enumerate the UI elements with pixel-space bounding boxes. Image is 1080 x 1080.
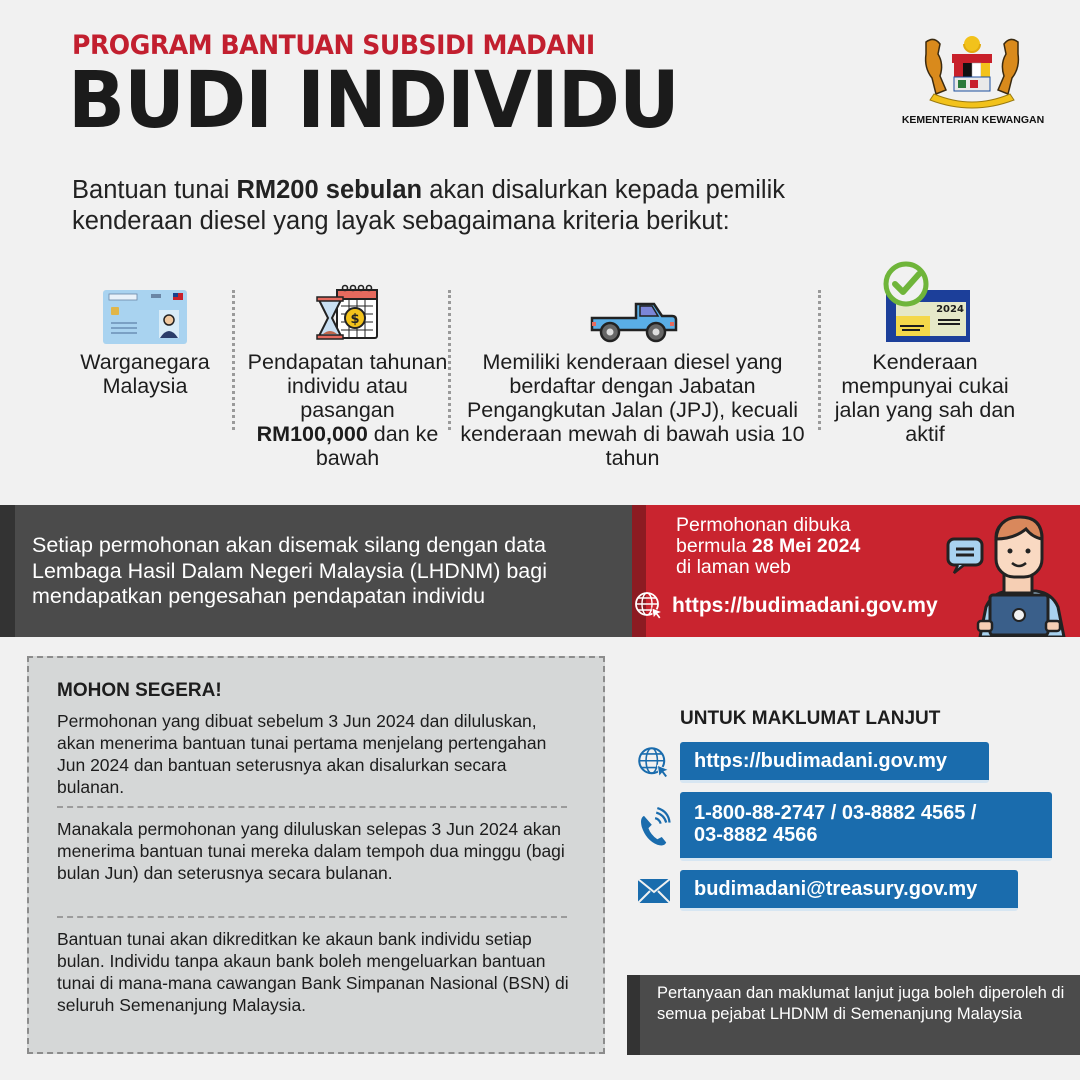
lhdnm-note-panel <box>627 975 1080 1055</box>
apply-now-paragraph: Bantuan tunai akan dikreditkan ke akaun bank individu setiap bulan. Individu tanpa akaun bank boleh mengeluarkan bantuan tunai di mana-mana cawangan Bank Simpanan Nasional (BSN) di seluruh Semenanjung Malaysia. <box>57 929 569 1015</box>
coat-of-arms-icon <box>912 32 1032 112</box>
apply-now-paragraph: Permohonan yang dibuat sebelum 3 Jun 2024 dan diluluskan, akan menerima bantuan tunai pertama menjelang pertengahan Jun 2024 dan bantuan seterusnya akan disalurkan secara bulanan. <box>57 711 547 797</box>
criteria-income: $ Pendapatan tahunan individu atau pasangan RM100,000 dan ke bawah <box>245 252 450 470</box>
contact-title: UNTUK MAKLUMAT LANJUT <box>680 708 941 729</box>
contact-email-link[interactable]: budimadani@treasury.gov.my <box>680 870 1018 911</box>
phone-icon <box>637 807 671 847</box>
contact-phone-numbers[interactable]: 1-800-88-2747 / 03-8882 4565 / 03-8882 4566 <box>680 792 1052 861</box>
criteria-road-tax: 2024 Kenderaan mempunyai cukai jalan yang sah dan aktif <box>830 252 1020 446</box>
intro-amount: RM200 sebulan <box>236 176 423 204</box>
contact-website-row <box>636 742 989 783</box>
ministry-label: KEMENTERIAN KEWANGAN <box>901 114 1045 126</box>
contact-phone-row <box>636 792 1052 861</box>
globe-cursor-icon <box>637 746 671 780</box>
page-title: BUDI INDIVIDU <box>68 56 679 146</box>
envelope-icon <box>637 878 671 904</box>
verification-text: Setiap permohonan akan disemak silang dengan data Lembaga Hasil Dalam Negeri Malaysia (LHDNM) bagi mendapatkan pengesahan pendapatan individu <box>32 533 547 608</box>
criteria-divider <box>818 290 821 430</box>
application-panel <box>632 505 1080 637</box>
globe-cursor-icon <box>634 591 664 621</box>
svg-text:2024: 2024 <box>936 304 964 315</box>
application-url-link[interactable]: https://budimadani.gov.my <box>634 591 938 621</box>
criteria-list <box>60 252 1040 472</box>
program-title: PROGRAM BANTUAN SUBSIDI MADANI <box>72 30 595 61</box>
intro-text: Bantuan tunai RM200 sebulan akan disalurkan kepada pemilik kenderaan diesel yang layak sebagaimana kriteria berikut: <box>72 176 786 235</box>
person-laptop-icon <box>944 509 1080 637</box>
identity-card-icon <box>103 290 187 344</box>
application-open-text: Permohonan dibuka bermula 28 Mei 2024 di laman web <box>676 514 861 578</box>
criteria-citizen: Warganegara Malaysia <box>60 252 230 398</box>
contact-website-link[interactable]: https://budimadani.gov.my <box>680 742 989 783</box>
apply-now-title: MOHON SEGERA! <box>57 680 222 701</box>
verification-panel <box>0 505 632 637</box>
application-open-date: 28 Mei 2024 <box>751 535 861 557</box>
pickup-truck-icon <box>588 298 678 344</box>
svg-text:$: $ <box>349 312 360 327</box>
criteria-vehicle: Memiliki kenderaan diesel yang berdaftar dengan Jabatan Pengangkutan Jalan (JPJ), kecuali kenderaan mewah di bawah usia 10 tahun <box>460 252 805 470</box>
lhdnm-note-text: Pertanyaan dan maklumat lanjut juga boleh diperoleh di semua pejabat LHDNM di Semenanjung Malaysia <box>657 984 1065 1023</box>
section-divider <box>57 806 567 808</box>
road-tax-check-icon <box>880 260 970 344</box>
income-calendar-icon <box>315 284 381 344</box>
criteria-divider <box>232 290 235 430</box>
contact-email-row <box>636 870 1018 911</box>
section-divider <box>57 916 567 918</box>
income-threshold: RM100,000 <box>256 422 368 446</box>
apply-now-paragraph: Manakala permohonan yang diluluskan selepas 3 Jun 2024 akan menerima bantuan tunai mereka dalam tempoh dua minggu (bagi bulan Jun) dan seterusnya secara bulanan. <box>57 819 565 883</box>
criteria-divider <box>448 290 451 430</box>
info-band <box>0 505 1080 637</box>
apply-now-panel <box>27 656 605 1054</box>
